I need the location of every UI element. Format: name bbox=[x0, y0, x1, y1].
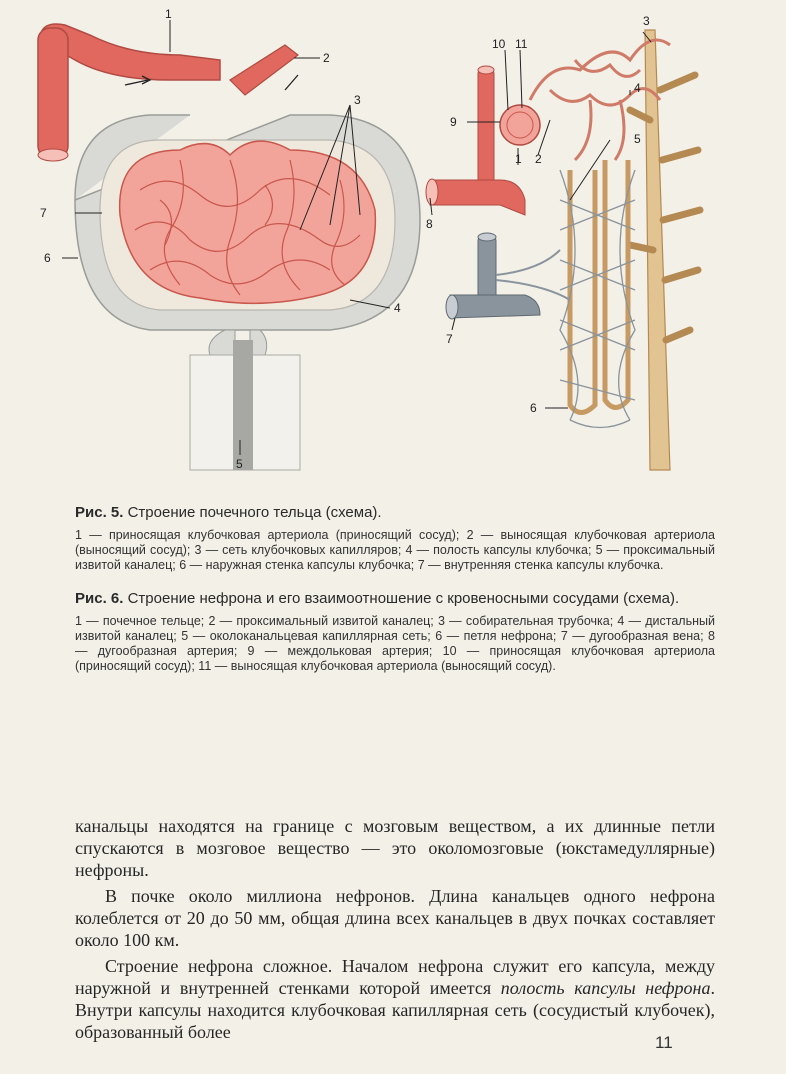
fig5-label-7: 7 bbox=[40, 206, 47, 220]
figure6-caption bbox=[75, 589, 715, 608]
page-number: 11 bbox=[655, 1033, 673, 1052]
figure5-caption-prefix: Рис. 5. bbox=[75, 504, 124, 521]
fig6-label-2: 2 bbox=[535, 152, 542, 166]
figure5-caption-title: Строение почечного тельца (схема). bbox=[127, 504, 382, 521]
figure6-legend: 1 — почечное тельце; 2 — проксимальный извитой каналец; 3 — собирательная трубочка; 4 — дистальный извитой каналец; 5 — околоканальцевая капиллярная сеть; 6 — петля нефрона; 7 — дугообразная вена; 8 — дугообразная артерия; 9 — междольковая артерия; 10 — приносящая клубочковая артериола (приносящий сосуд); 11 — выносящая клубочковая артериола (выносящий сосуд). bbox=[75, 614, 715, 673]
figures-illustration bbox=[30, 0, 760, 495]
fig6-label-1: 1 bbox=[515, 152, 522, 166]
fig5-label-5: 5 bbox=[236, 457, 243, 471]
body-paragraph-3-end: . Внутри капсулы находится клубочковая капиллярная сеть (сосудистый клубочек), образованный более bbox=[75, 978, 715, 1042]
figure6-labels bbox=[426, 14, 650, 415]
figure6-caption-title: Строение нефрона и его взаимоотношение с кровеносными сосудами (схема). bbox=[127, 590, 680, 607]
body-paragraph-3-italic: полость капсулы нефрона bbox=[500, 978, 711, 998]
fig5-label-6: 6 bbox=[44, 251, 51, 265]
fig6-label-10: 10 bbox=[492, 37, 506, 51]
fig6-label-3: 3 bbox=[643, 14, 650, 28]
fig6-label-5: 5 bbox=[634, 132, 641, 146]
figure5-caption bbox=[75, 503, 715, 522]
fig5-label-4: 4 bbox=[394, 301, 401, 315]
body-text bbox=[75, 815, 715, 1047]
fig6-label-11: 11 bbox=[515, 37, 528, 51]
fig6-label-9: 9 bbox=[450, 115, 457, 129]
body-paragraph-1: канальцы находятся на границе с мозговым веществом, а их длинные петли спускаются в мозговое вещество — это околомозговые (юкстамедуллярные) нефроны. bbox=[75, 816, 715, 880]
fig6-label-8: 8 bbox=[426, 217, 433, 231]
captions bbox=[75, 503, 715, 690]
body-paragraph-3-start: Строение нефрона сложное. Началом нефрона служит его капсула, между наружной и внутренней стенками которой имеется bbox=[75, 956, 715, 998]
figure6-caption-prefix: Рис. 6. bbox=[75, 590, 124, 607]
figures-area bbox=[30, 0, 760, 495]
body-paragraph-3 bbox=[75, 955, 715, 1043]
figure5-legend: 1 — приносящая клубочковая артериола (приносящий сосуд); 2 — выносящая клубочковая артериола (выносящий сосуд); 3 — сеть клубочковых капилляров; 4 — полость капсулы клубочка; 5 — проксимальный извитой каналец; 6 — наружная стенка капсулы клубочка; 7 — внутренняя стенка капсулы клубочка. bbox=[75, 528, 715, 572]
body-paragraph-2: В почке около миллиона нефронов. Длина канальцев одного нефрона колеблется от 20 до 50 мм, общая длина всех канальцев в двух почках составляет около 100 км. bbox=[75, 886, 715, 950]
fig5-label-1: 1 bbox=[165, 7, 172, 21]
fig6-label-6: 6 bbox=[530, 401, 537, 415]
figure6-drawing bbox=[426, 30, 700, 470]
fig6-label-4: 4 bbox=[634, 81, 641, 95]
fig6-label-7: 7 bbox=[446, 332, 453, 346]
figure5-drawing bbox=[38, 20, 420, 470]
fig5-label-3: 3 bbox=[354, 93, 361, 107]
fig5-label-2: 2 bbox=[323, 51, 330, 65]
